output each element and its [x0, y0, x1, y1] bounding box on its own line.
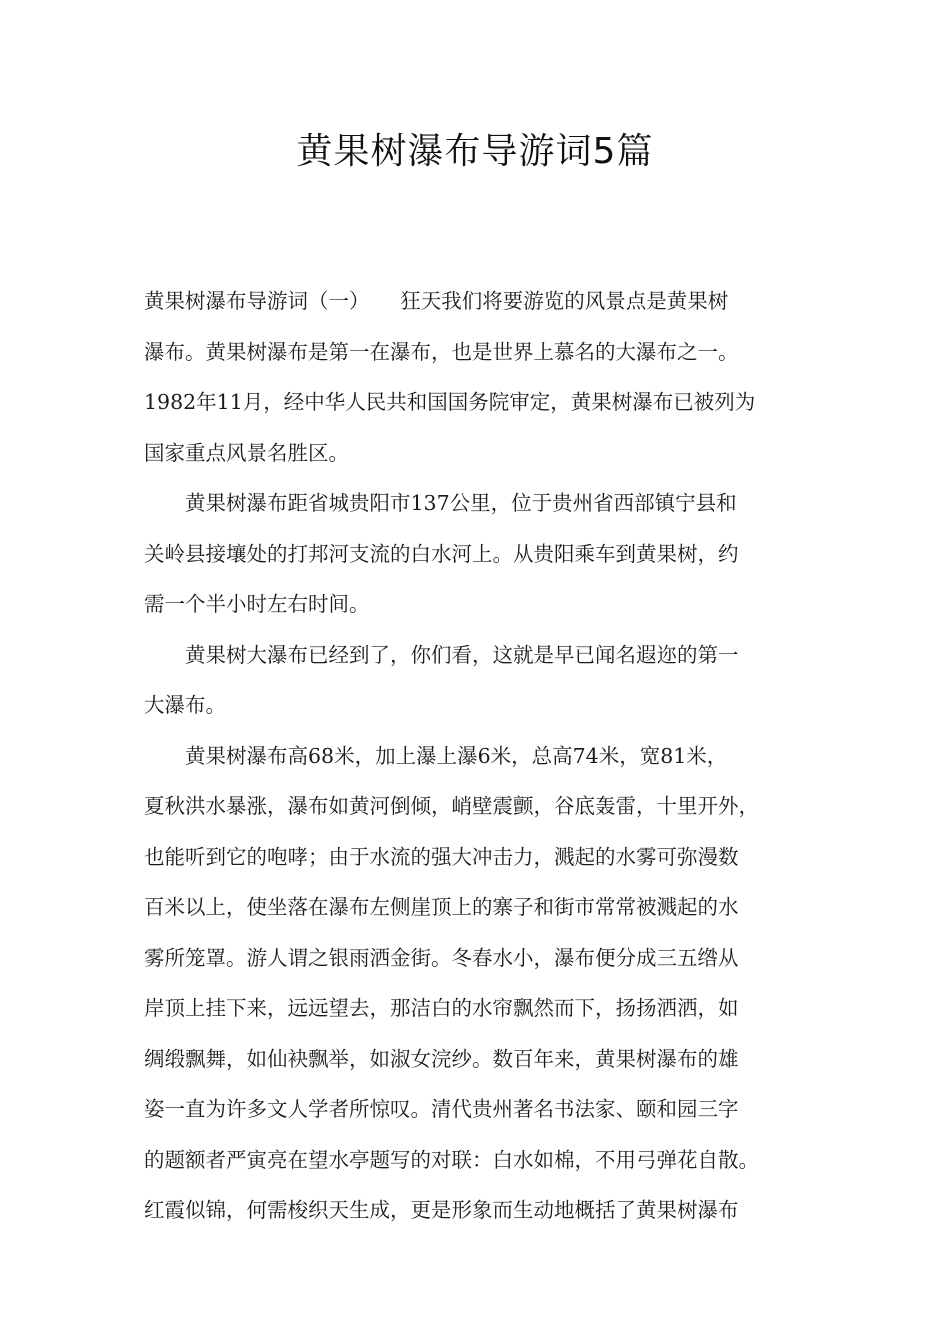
- text-line: 黄果树瀑布高68米，加上瀑上瀑6米，总高74米，宽81米，: [144, 743, 728, 768]
- text-line: 大瀑布。: [144, 693, 226, 717]
- paragraph-3: [144, 630, 812, 731]
- text-line: 国家重点风景名胜区。: [144, 440, 349, 465]
- paragraph-2: [144, 478, 812, 630]
- text-line: 姿一直为许多文人学者所惊叹。清代贵州著名书法家、颐和园三字: [144, 1097, 739, 1121]
- text-line: 岸顶上挂下来，远远望去，那洁白的水帘飘然而下，扬扬洒洒，如: [144, 996, 739, 1020]
- text-line: 黄果树大瀑布已经到了，你们看，这就是早已闻名遐迩的第一: [144, 642, 739, 667]
- text-line: 需一个半小时左右时间。: [144, 592, 370, 616]
- text-line: 黄果树瀑布导游词（一） 狂天我们将要游览的风景点是黄果树: [144, 289, 729, 313]
- page-title: 黄果树瀑布导游词5篇: [296, 131, 654, 172]
- text-line: 也能听到它的咆哮；由于水流的强大冲击力，溅起的水雾可弥漫数: [144, 844, 739, 869]
- text-line: 红霞似锦，何需梭织天生成，更是形象而生动地概括了黄果树瀑布: [144, 1198, 739, 1222]
- text-line: 绸缎飘舞，如仙袂飘举，如淑女浣纱。数百年来，黄果树瀑布的雄: [144, 1046, 739, 1071]
- text-line: 瀑布。黄果树瀑布是第一在瀑布，也是世界上慕名的大瀑布之一。: [144, 339, 739, 364]
- text-line: 雾所笼罩。游人谓之银雨洒金街。冬春水小，瀑布便分成三五绺从: [144, 945, 739, 970]
- text-line: 关岭县接壤处的打邦河支流的白水河上。从贵阳乘车到黄果树，约: [144, 541, 739, 566]
- text-line: 百米以上，使坐落在瀑布左侧崖顶上的寨子和街市常常被溅起的水: [144, 895, 739, 919]
- paragraph-4: [144, 731, 812, 1236]
- document-body: [144, 276, 812, 1236]
- text-line: 黄果树瀑布距省城贵阳市137公里，位于贵州省西部镇宁县和: [144, 491, 737, 515]
- text-line: 1982年11月，经中华人民共和国国务院审定，黄果树瀑布已被列为: [144, 390, 756, 414]
- text-line: 夏秋洪水暴涨，瀑布如黄河倒倾，峭壁震颤，谷底轰雷，十里开外，: [144, 794, 759, 818]
- text-line: 的题额者严寅亮在望水亭题写的对联：白水如棉，不用弓弹花自散。: [144, 1147, 759, 1172]
- paragraph-1: [144, 276, 812, 478]
